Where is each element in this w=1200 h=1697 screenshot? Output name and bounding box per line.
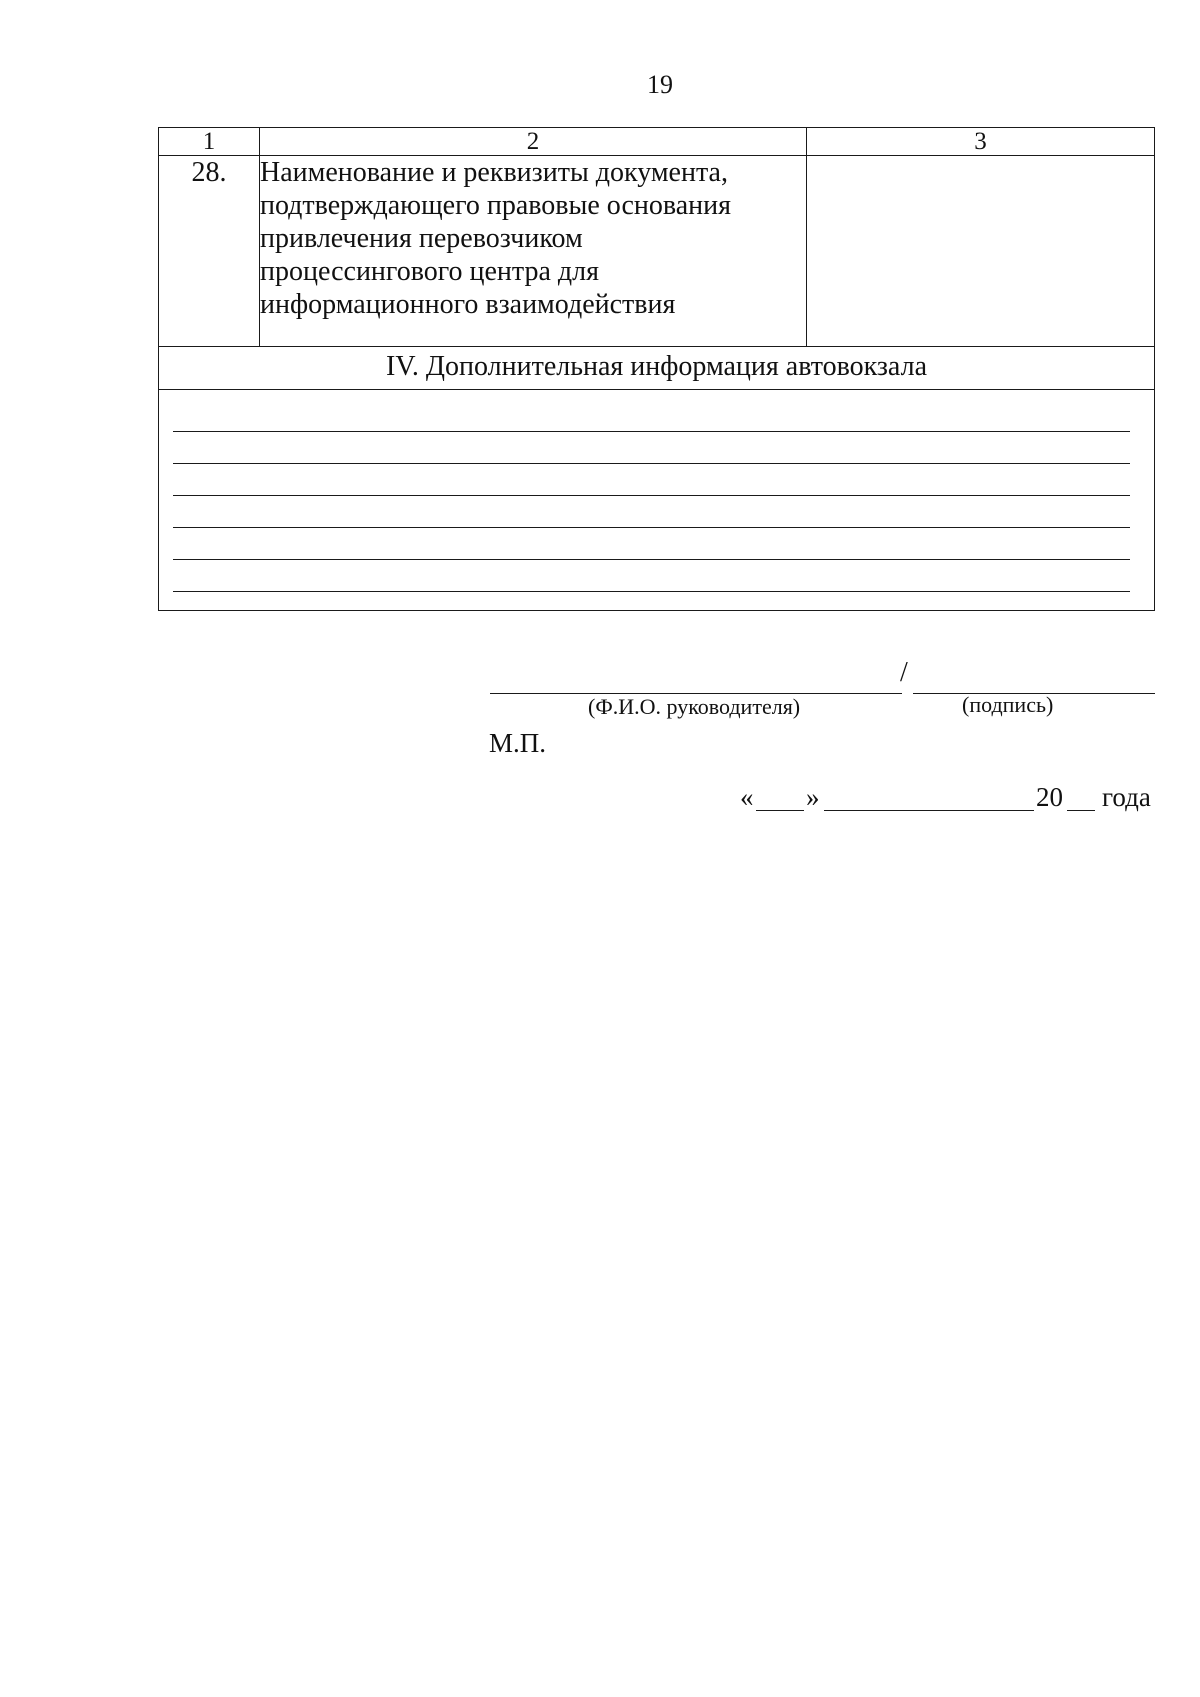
blank-line [173,432,1130,464]
row-description-line: Наименование и реквизиты документа, [260,157,728,188]
year-prefix: 20 [1036,782,1063,812]
page-number: 19 [647,70,673,99]
column-header-1: 1 [159,128,260,156]
blank-line [173,560,1130,592]
date-block [740,783,1160,817]
row-description-line: подтверждающего правовые основания [260,190,731,221]
year-word: года [1102,782,1151,812]
blank-line [173,464,1130,496]
date-open-quote: « [740,782,754,812]
row-number: 28. [159,156,260,347]
signature-block [490,657,1155,695]
section-title: IV. Дополнительная информация автовокзала [159,347,1155,390]
year-field[interactable] [1067,809,1095,811]
signature-field[interactable] [913,665,1155,694]
blank-line [173,528,1130,560]
column-header-3: 3 [807,128,1155,156]
row-value-field[interactable] [807,156,1155,347]
table-header-row [159,128,1155,156]
date-close-quote: » [806,782,820,812]
stamp-placeholder: М.П. [489,728,547,758]
row-description-line: привлечения перевозчиком [260,223,583,254]
form-table [158,127,1155,611]
signature-caption: (подпись) [962,692,1054,717]
month-field[interactable] [824,809,1034,811]
column-header-2: 2 [260,128,807,156]
row-description-line: информационного взаимодействия [260,289,676,320]
manager-name-field[interactable] [490,665,902,694]
blank-line [173,400,1130,432]
blank-line [173,496,1130,528]
additional-info-field[interactable] [159,390,1155,611]
day-field[interactable] [756,809,804,811]
row-description [260,156,807,347]
section-title-row [159,347,1155,390]
table-row [159,156,1155,347]
row-description-line: процессингового центра для [260,256,600,287]
manager-name-caption: (Ф.И.О. руководителя) [588,694,801,719]
signature-separator: / [900,657,908,688]
additional-info-row [159,390,1155,611]
